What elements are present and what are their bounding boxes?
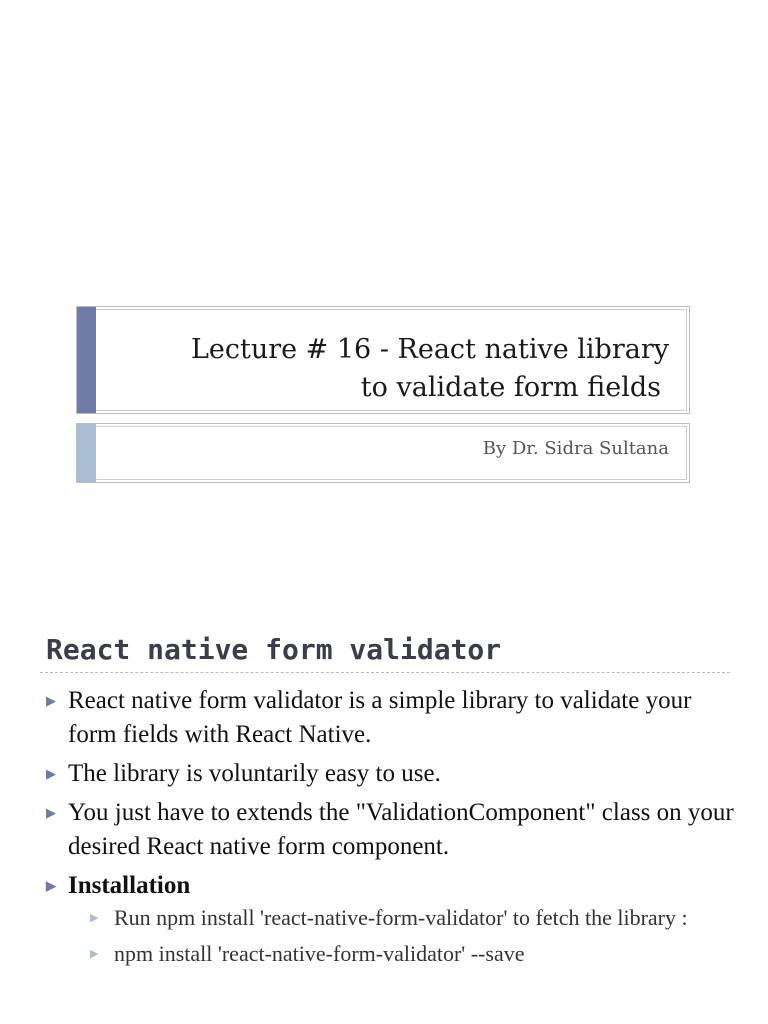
content-heading: React native form validator — [46, 633, 502, 666]
bullet-item — [46, 684, 736, 752]
sub-bullet-item — [90, 939, 736, 969]
slide-title-line-1: Lecture # 16 - React native library — [190, 334, 669, 365]
triangle-right-icon: ▶ — [46, 805, 56, 820]
triangle-right-icon: ▶ — [90, 948, 99, 960]
subtitle-accent-bar — [77, 424, 96, 482]
sub-bullet-item — [90, 903, 736, 933]
heading-divider — [40, 672, 730, 673]
title-box — [76, 306, 690, 414]
sub-bullet-list — [68, 903, 736, 969]
triangle-right-icon: ▶ — [46, 878, 56, 893]
bullet-text: The library is voluntarily easy to use. — [68, 760, 441, 787]
bullet-text: React native form validator is a simple library to validate your form fields with React Native. — [68, 687, 692, 748]
bullet-text: Installation — [68, 872, 191, 899]
title-accent-bar — [77, 307, 96, 413]
triangle-right-icon: ▶ — [90, 912, 99, 924]
bullet-text: You just have to extends the "ValidationComponent" class on your desired React native form component. — [68, 799, 734, 860]
bullet-item — [46, 757, 736, 791]
subtitle-box — [76, 423, 690, 483]
sub-bullet-text: Run npm install 'react-native-form-validator' to fetch the library : — [114, 905, 688, 930]
bullet-item — [46, 796, 736, 864]
bullet-list — [46, 684, 736, 975]
slide-title-line-2: to validate form fields — [360, 372, 661, 403]
bullet-item-installation — [46, 869, 736, 969]
slide-title — [129, 331, 669, 407]
sub-bullet-text: npm install 'react-native-form-validator' --save — [114, 941, 525, 966]
slide-subtitle: By Dr. Sidra Sultana — [482, 438, 669, 459]
triangle-right-icon: ▶ — [46, 766, 56, 781]
triangle-right-icon: ▶ — [46, 693, 56, 708]
